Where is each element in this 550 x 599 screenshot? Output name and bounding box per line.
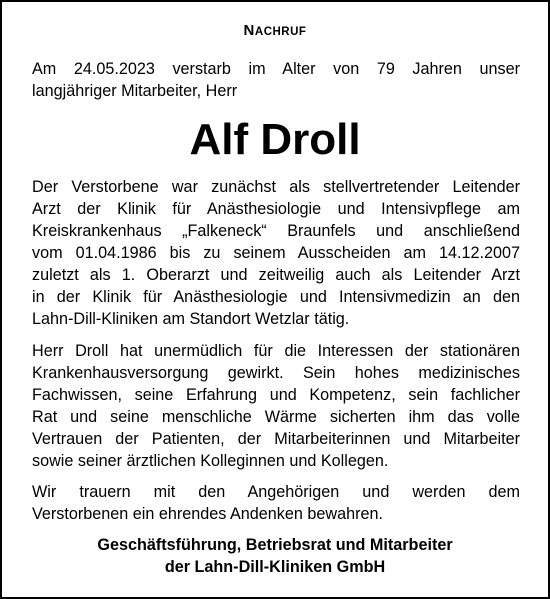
signature-block (2, 534, 548, 578)
tribute-line: Vertrauen der Patienten, der Mitarbeiterinnen und Mitarbeiter (32, 430, 520, 448)
condolence-paragraph (32, 481, 520, 525)
deceased-name: Alf Droll (189, 115, 361, 164)
condolence-line: Wir trauern mit den Angehörigen und werden dem (32, 483, 520, 501)
tribute-paragraph (32, 340, 520, 472)
intro-line: Am 24.05.2023 verstarb im Alter von 79 Jahren unser (32, 60, 520, 78)
signature-line: der Lahn-Dill-Kliniken GmbH (164, 558, 386, 576)
notice-heading: NACHRUF (243, 22, 307, 39)
intro-paragraph (32, 58, 520, 102)
career-line: Der Verstorbene war zunächst als stellvertretender Leitender (32, 178, 520, 196)
career-paragraph (32, 176, 520, 330)
tribute-line: Krankenhausversorgung gewirkt. Sein hohes medizinisches (32, 364, 520, 382)
tribute-line: Rat und seine menschliche Wärme sicherten ihm das volle (32, 408, 520, 426)
career-line: in der Klinik für Anästhesiologie und Intensivmedizin an den (32, 288, 520, 306)
tribute-line: Herr Droll hat unermüdlich für die Interessen der stationären (32, 342, 520, 360)
career-line: zuletzt als 1. Oberarzt und zeitweilig auch als Leitender Arzt (32, 266, 520, 284)
career-line: Kreiskrankenhaus „Falkeneck“ Braunfels und anschließend (32, 222, 520, 240)
condolence-line: Verstorbenen ein ehrendes Andenken bewahren. (32, 505, 383, 523)
tribute-line: sowie seiner ärztlichen Kolleginnen und Kollegen. (32, 452, 389, 470)
signature-line: Geschäftsführung, Betriebsrat und Mitarbeiter (97, 536, 453, 554)
career-line: Arzt der Klinik für Anästhesiologie und Intensivpflege am (32, 200, 520, 218)
intro-line: langjähriger Mitarbeiter, Herr (32, 82, 238, 100)
career-line: vom 01.04.1986 bis zu seinem Ausscheiden am 14.12.2007 (32, 244, 520, 262)
career-line: Lahn-Dill-Kliniken am Standort Wetzlar tätig. (32, 310, 350, 328)
tribute-line: Fachwissen, seine Erfahrung und Kompetenz, sein fachlicher (32, 386, 520, 404)
